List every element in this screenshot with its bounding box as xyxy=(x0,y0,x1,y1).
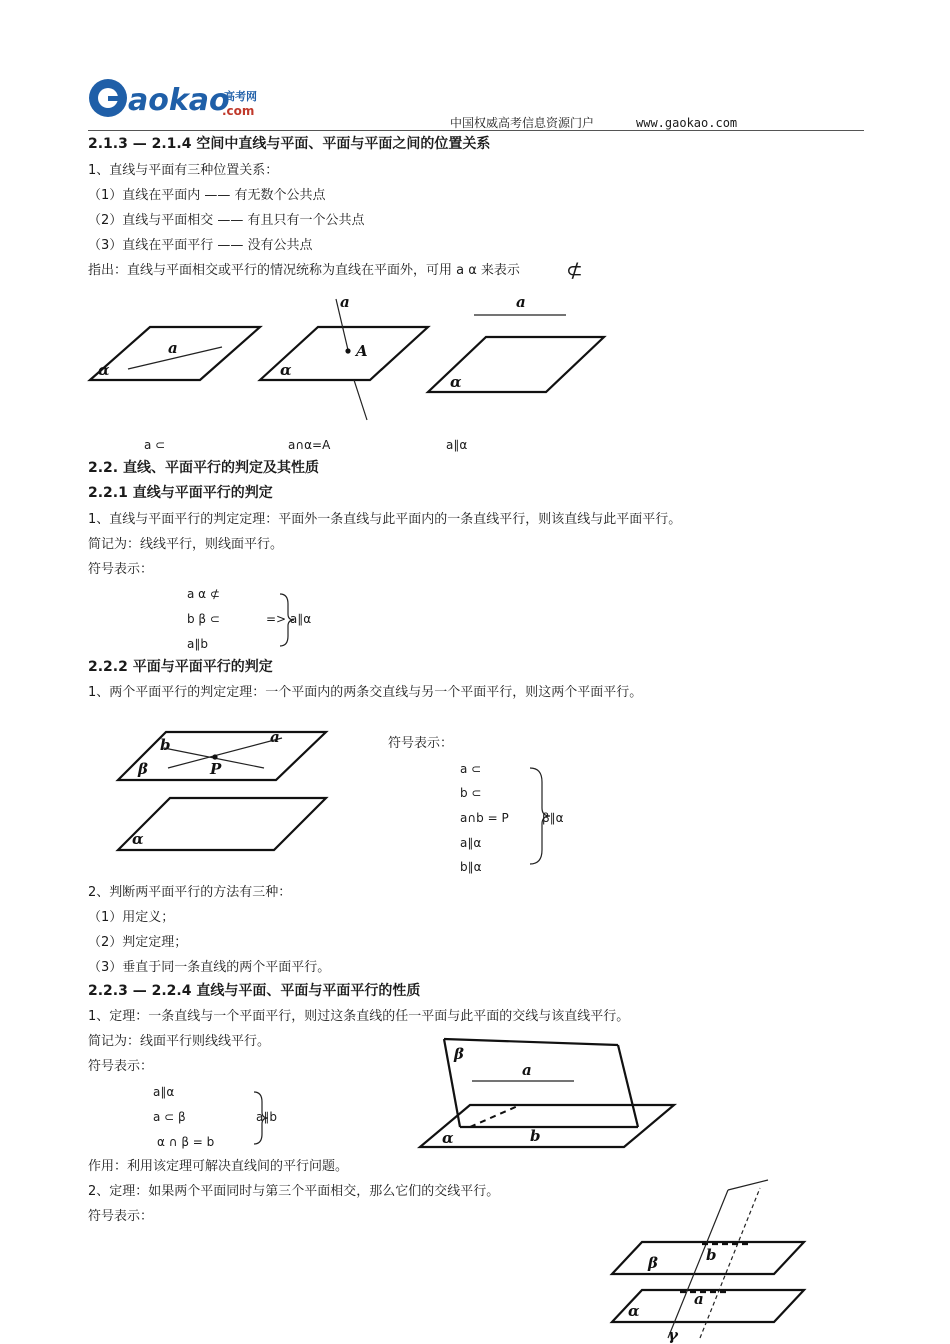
symbol-label-1: 符号表示： xyxy=(88,562,154,577)
plane-gamma-2 xyxy=(668,1190,728,1338)
sym2-result: β∥α xyxy=(542,811,564,825)
label-a-3: a xyxy=(522,1061,532,1079)
label-alpha-3: α xyxy=(442,1129,454,1147)
symbol-label-2: 符号表示： xyxy=(388,736,454,751)
subsection-2-2-1: 2.2.1 直线与平面平行的判定 xyxy=(88,485,273,501)
label-beta: β xyxy=(138,760,148,778)
theorem-1: 1、直线与平面平行的判定定理：平面外一条直线与此平面内的一条直线平行，则该直线与此平面平行。 xyxy=(88,512,682,527)
logo-small: 高考网 xyxy=(224,90,257,103)
label-a-1: a xyxy=(168,339,178,357)
symbol-label-3: 符号表示： xyxy=(88,1059,154,1074)
theorem-2: 1、两个平面平行的判定定理：一个平面内的两条交直线与另一个平面平行，则这两个平面平行。 xyxy=(88,685,643,700)
s1-note: 指出：直线与平面相交或平行的情况统称为直线在平面外，可用 a α 来表示 xyxy=(88,263,520,278)
section-title-2: 2.2. 直线、平面平行的判定及其性质 xyxy=(88,460,319,476)
label-b: b xyxy=(160,736,171,754)
label-alpha: α xyxy=(132,830,144,848)
sym1-result: => a∥α xyxy=(266,612,312,626)
figure-line-plane-property xyxy=(416,1037,686,1152)
plane-beta xyxy=(118,732,326,780)
figure-plane-plane-parallel xyxy=(114,726,334,856)
section-title-1: 2.1.3 — 2.1.4 空间中直线与平面、平面与平面之间的位置关系 xyxy=(88,136,491,152)
label-A: A xyxy=(356,342,368,360)
label-a-3: a xyxy=(516,293,526,311)
sym2-line-1: a ⊂ xyxy=(460,762,482,776)
method-3: （3）垂直于同一条直线的两个平面平行。 xyxy=(88,960,331,975)
s1-item-2: （2）直线与平面相交 —— 有且只有一个公共点 xyxy=(88,213,365,228)
s1-intro: 1、直线与平面有三种位置关系： xyxy=(88,163,279,178)
sym3-result: a∥b xyxy=(256,1110,277,1124)
sym1-line-2: b β ⊂ xyxy=(187,612,220,626)
caption-1: a ⊂ xyxy=(144,438,166,452)
label-alpha-3: α xyxy=(450,373,462,391)
label-alpha-1: α xyxy=(98,361,110,379)
symbol-label-4: 符号表示： xyxy=(88,1209,154,1224)
site-logo[interactable] xyxy=(88,76,268,120)
methods-intro: 2、判断两平面平行的方法有三种： xyxy=(88,885,292,900)
subsection-2-2-2: 2.2.2 平面与平面平行的判定 xyxy=(88,659,273,675)
plane-gamma-top xyxy=(728,1180,768,1190)
point-P xyxy=(212,754,217,759)
plane-beta-top xyxy=(444,1039,618,1045)
point-A xyxy=(345,348,350,353)
label-alpha-2: α xyxy=(280,361,292,379)
theorem-3: 1、定理：一条直线与一个平面平行，则过这条直线的任一平面与此平面的交线与该直线平行。 xyxy=(88,1009,630,1024)
figure-three-planes xyxy=(610,1178,810,1343)
method-2: （2）判定定理； xyxy=(88,935,188,950)
label-P: P xyxy=(210,760,222,778)
brief-1: 简记为：线线平行，则线面平行。 xyxy=(88,537,284,552)
line-b xyxy=(168,738,282,768)
caption-3: a∥α xyxy=(446,438,468,452)
sym3-line-1: a∥α xyxy=(153,1085,175,1099)
figure-line-plane-relations xyxy=(88,285,648,435)
hidden-edge xyxy=(470,1105,520,1127)
logo-com: .com xyxy=(222,104,255,118)
label-beta-4: β xyxy=(648,1254,658,1272)
subsection-2-2-3: 2.2.3 — 2.2.4 直线与平面、平面与平面平行的性质 xyxy=(88,983,421,999)
use-note: 作用：利用该定理可解决直线间的平行问题。 xyxy=(88,1159,349,1174)
logo-text: aokao xyxy=(128,83,230,118)
sym2-line-3: a∩b = P xyxy=(460,811,509,825)
not-subset-symbol: ⊄ xyxy=(566,258,583,282)
sym1-line-3: a∥b xyxy=(187,637,208,651)
sym3-line-2: a ⊂ β xyxy=(153,1110,186,1124)
line-a-crossing-below xyxy=(354,380,367,420)
label-a-2: a xyxy=(340,293,350,311)
label-b-3: b xyxy=(530,1127,541,1145)
sym2-line-2: b ⊂ xyxy=(460,786,482,800)
s1-item-3: （3）直线在平面平行 —— 没有公共点 xyxy=(88,238,313,253)
caption-2: a∩α=A xyxy=(288,438,331,452)
sym2-line-4: a∥α xyxy=(460,836,482,850)
logo-mark xyxy=(88,76,268,120)
header-rule xyxy=(88,130,864,131)
theorem-4: 2、定理：如果两个平面同时与第三个平面相交，那么它们的交线平行。 xyxy=(88,1184,500,1199)
sym2-line-5: b∥α xyxy=(460,860,482,874)
label-gamma-4: γ xyxy=(668,1326,678,1344)
method-1: （1）用定义； xyxy=(88,910,175,925)
label-a-4: a xyxy=(694,1290,704,1308)
label-b-4: b xyxy=(706,1246,717,1264)
plane-alpha xyxy=(118,798,326,850)
brief-3: 简记为：线面平行则线线平行。 xyxy=(88,1034,271,1049)
sym3-line-3: α ∩ β = b xyxy=(157,1135,215,1149)
sym1-line-1: a α ⊄ xyxy=(187,587,220,601)
label-a: a xyxy=(270,728,280,746)
header-url[interactable]: www.gaokao.com xyxy=(636,116,738,130)
label-beta-3: β xyxy=(454,1045,464,1063)
plane-beta-right xyxy=(618,1045,638,1127)
label-alpha-4: α xyxy=(628,1302,640,1320)
s1-item-1: （1）直线在平面内 —— 有无数个公共点 xyxy=(88,188,326,203)
header-portal: 中国权威高考信息资源门户 xyxy=(450,116,595,130)
